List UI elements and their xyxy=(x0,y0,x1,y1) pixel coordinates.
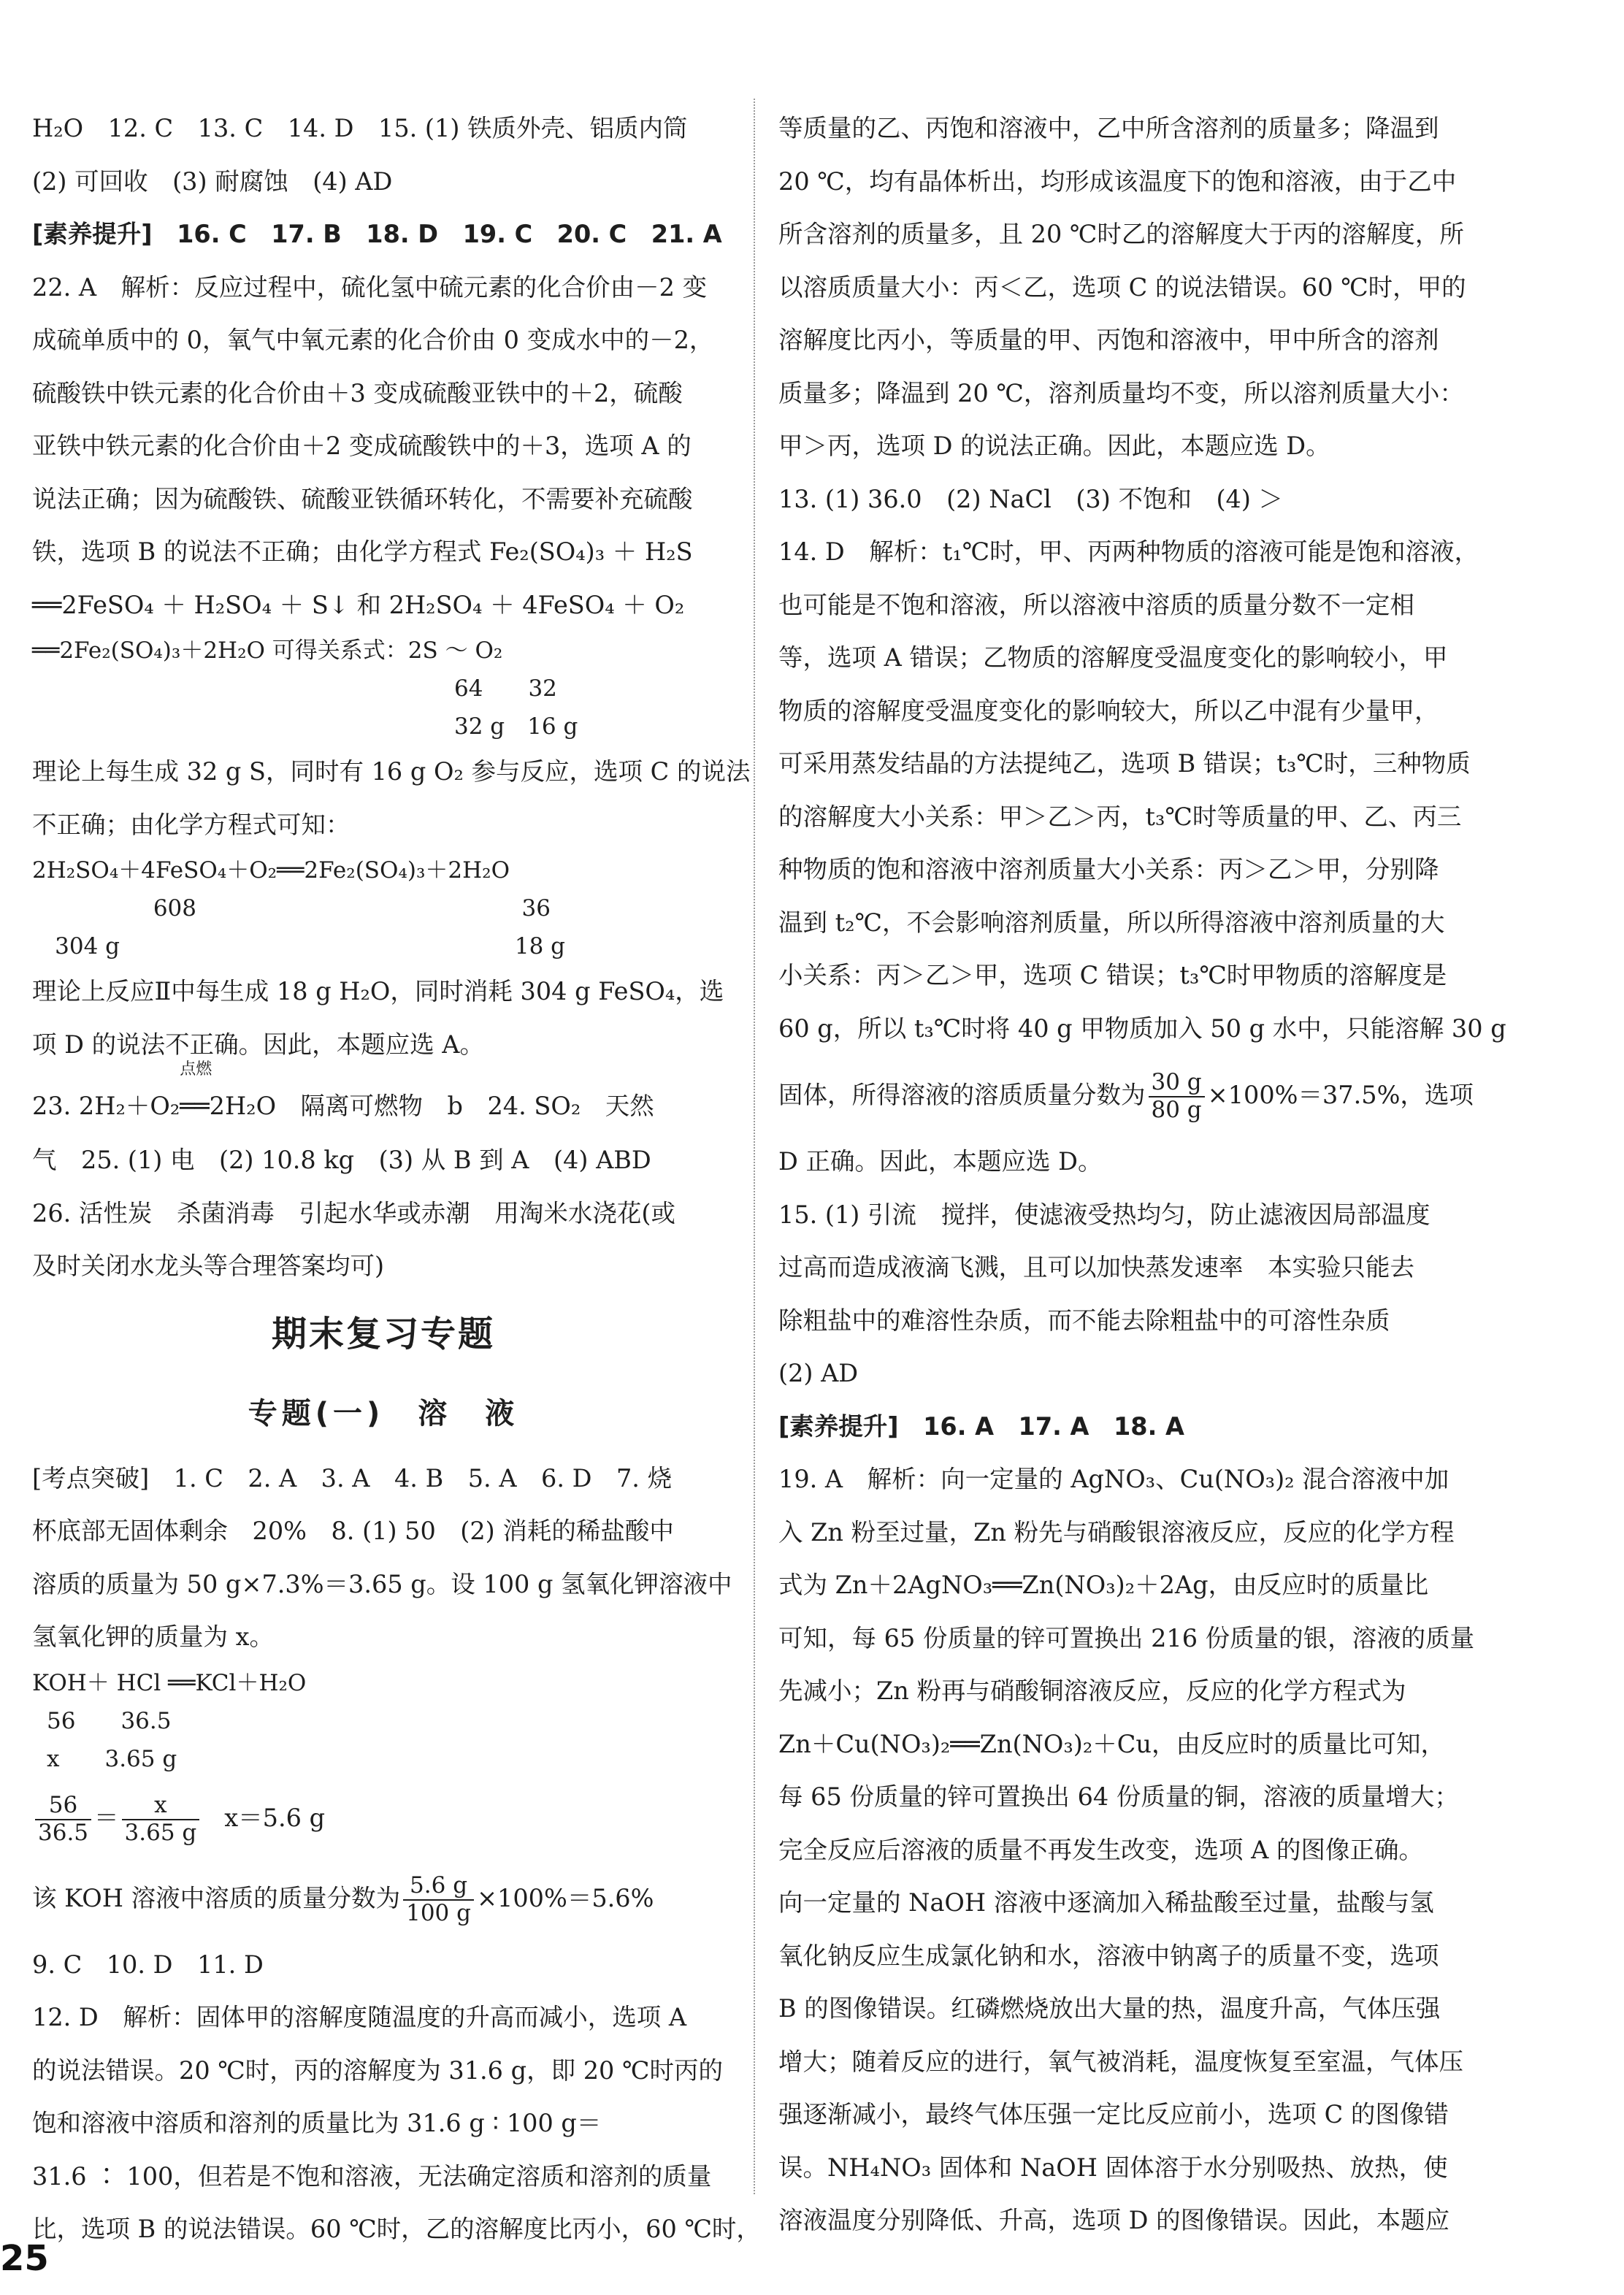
page-number: 25 xyxy=(0,2238,49,2279)
sub-title: 专题(一) 溶 液 xyxy=(248,1396,519,1430)
text-line: 质量多；降温到 20 ℃，溶剂质量均不变，所以溶剂质量大小： xyxy=(778,378,1464,407)
text-line: (2) 可回收 (3) 耐腐蚀 (4) AD xyxy=(32,166,393,196)
left-column xyxy=(32,102,761,2256)
q23-pre: 23. 2H₂＋O₂ xyxy=(32,1092,180,1120)
mass-value: 608 xyxy=(153,895,196,922)
text-line: 可采用蒸发结晶的方法提纯乙，选项 B 错误；t₃℃时，三种物质 xyxy=(778,749,1471,778)
text-line: 也可能是不饱和溶液，所以溶液中溶质的质量分数不一定相 xyxy=(778,590,1414,619)
relation-actual: 32 g 16 g xyxy=(454,713,578,740)
text-line: 19. A 解析：向一定量的 AgNO₃、Cu(NO₃)₂ 混合溶液中加 xyxy=(778,1465,1449,1493)
text-line: 甲＞丙，选项 D 的说法正确。因此，本题应选 D。 xyxy=(778,432,1330,460)
text-line: 增大；随着反应的进行，氧气被消耗，温度恢复至室温，气体压 xyxy=(778,2047,1463,2076)
text-line: 先减小；Zn 粉再与硝酸铜溶液反应，反应的化学方程式为 xyxy=(778,1677,1406,1705)
numerator: 5.6 g xyxy=(403,1873,474,1901)
equals-sign: ＝ xyxy=(94,1803,119,1832)
text-line: 的溶解度大小关系：甲＞乙＞丙，t₃℃时等质量的甲、乙、丙三 xyxy=(778,802,1462,831)
condition-label: 点燃 xyxy=(180,1060,212,1078)
text-line: 26. 活性炭 杀菌消毒 引起水华或赤潮 用淘米水浇花(或 xyxy=(32,1198,675,1227)
text-line: 12. D 解析：固体甲的溶解度随温度的升高而减小，选项 A xyxy=(32,2003,687,2031)
fraction xyxy=(35,1793,91,1846)
text-line: 氢氧化钾的质量为 x。 xyxy=(32,1622,275,1651)
mass-value: 36 xyxy=(521,895,551,922)
sf-post: ×100%＝37.5%，选项 xyxy=(1207,1081,1474,1109)
text-line: 物质的溶解度受温度变化的影响较大，所以乙中混有少量甲， xyxy=(778,696,1439,725)
text-line: [考点突破] 1. C 2. A 3. A 4. B 5. A 6. D 7. 烧 xyxy=(32,1463,673,1493)
mf-pre: 该 KOH 溶液中溶质的质量分数为 xyxy=(32,1883,401,1912)
denominator: 80 g xyxy=(1151,1097,1202,1123)
text-line: 气 25. (1) 电 (2) 10.8 kg (3) 从 B 到 A (4) ABD xyxy=(32,1146,651,1174)
right-column xyxy=(778,102,1506,2248)
mf-post: ×100%＝5.6% xyxy=(476,1883,654,1912)
text-line: B 的图像错误。红磷燃烧放出大量的热，温度升高，气体压强 xyxy=(778,1994,1441,2023)
text-line: 比，选项 B 的说法错误。60 ℃时，乙的溶解度比丙小，60 ℃时， xyxy=(32,2215,761,2243)
numerator: 56 xyxy=(35,1793,91,1820)
text-line: 强逐渐减小，最终气体压强一定比反应前小，选项 C 的图像错 xyxy=(778,2100,1449,2129)
equation-mass-row: 56 36.5 xyxy=(47,1707,172,1734)
text-line: 以溶质质量大小：丙＜乙，选项 C 的说法错误。60 ℃时，甲的 xyxy=(778,272,1466,302)
result: x＝5.6 g xyxy=(224,1803,326,1832)
text-line: 杯底部无固体剩余 20% 8. (1) 50 (2) 消耗的稀盐酸中 xyxy=(32,1517,674,1545)
equation-actual-row xyxy=(32,927,735,965)
equation-x-row: x 3.65 g xyxy=(47,1745,177,1772)
text-line: 理论上反应Ⅱ中每生成 18 g H₂O，同时消耗 304 g FeSO₄，选 xyxy=(32,977,724,1005)
text-line: ══2FeSO₄ ＋ H₂SO₄ ＋ S↓ 和 2H₂SO₄ ＋ 4FeSO₄ ＋ O₂ xyxy=(32,590,685,619)
denominator: 100 g xyxy=(406,1899,471,1926)
text-line: 可知，每 65 份质量的锌可置换出 216 份质量的银，溶液的质量 xyxy=(778,1623,1475,1652)
text-line: 种物质的饱和溶液中溶剂质量大小关系：丙＞乙＞甲，分别降 xyxy=(778,855,1439,884)
column-divider xyxy=(754,99,755,2194)
text-line: 硫酸铁中铁元素的化合价由＋3 变成硫酸亚铁中的＋2，硫酸 xyxy=(32,378,683,407)
actual-value: 304 g xyxy=(55,933,120,959)
text-line: ══2Fe₂(SO₄)₃＋2H₂O 可得关系式：2S ～ O₂ xyxy=(32,637,503,664)
condition-arrow xyxy=(180,1060,212,1134)
text-line: 说法正确；因为硫酸铁、硫酸亚铁循环转化，不需要补充硫酸 xyxy=(32,484,693,513)
denominator: 36.5 xyxy=(38,1819,89,1846)
text-line: 饱和溶液中溶质和溶剂的质量比为 31.6 g ∶ 100 g＝ xyxy=(32,2109,602,2137)
text-line: 13. (1) 36.0 (2) NaCl (3) 不饱和 (4) ＞ xyxy=(778,484,1284,513)
text-line: 溶液温度分别降低、升高，选项 D 的图像错误。因此，本题应 xyxy=(778,2206,1450,2234)
equation-mass-row xyxy=(32,889,735,927)
text-line: 误。NH₄NO₃ 固体和 NaOH 固体溶于水分别吸热、放热，使 xyxy=(778,2153,1448,2182)
text-line: H₂O 12. C 13. C 14. D 15. (1) 铁质外壳、铝质内筒 xyxy=(32,114,688,142)
fraction xyxy=(1149,1070,1205,1123)
text-line: 溶解度比丙小，等质量的甲、丙饱和溶液中，甲中所含的溶剂 xyxy=(778,326,1439,354)
text-line: 等，选项 A 错误；乙物质的溶解度受温度变化的影响较小，甲 xyxy=(778,643,1448,672)
text-line: 所含溶剂的质量多，且 20 ℃时乙的溶解度大于丙的溶解度，所 xyxy=(778,220,1464,248)
reaction-arrow: ══ xyxy=(180,1092,210,1120)
mass-fraction-line xyxy=(32,1858,735,1939)
text-line: D 正确。因此，本题应选 D。 xyxy=(778,1147,1103,1176)
answer-23 xyxy=(32,1060,735,1134)
actual-value: 18 g xyxy=(514,933,565,959)
section-title: 期末复习专题 xyxy=(271,1313,495,1355)
text-line: 向一定量的 NaOH 溶液中逐滴加入稀盐酸至过量，盐酸与氢 xyxy=(778,1888,1434,1917)
text-line: 亚铁中铁元素的化合价由＋2 变成硫酸铁中的＋3，选项 A 的 xyxy=(32,432,692,460)
text-line: 14. D 解析：t₁℃时，甲、丙两种物质的溶液可能是饱和溶液， xyxy=(778,537,1479,566)
text-line: 过高而造成液滴飞溅，且可以加快蒸发速率 本实验只能去 xyxy=(778,1253,1414,1281)
text-line: 不正确；由化学方程式可知： xyxy=(32,810,351,839)
equation: 2H₂SO₄＋4FeSO₄＋O₂══2Fe₂(SO₄)₃＋2H₂O xyxy=(32,857,510,884)
text-line: Zn＋Cu(NO₃)₂══Zn(NO₃)₂＋Cu，由反应时的质量比可知， xyxy=(778,1729,1446,1758)
text-line: 氧化钠反应生成氯化钠和水，溶液中钠离子的质量不变，选项 xyxy=(778,1941,1439,1970)
numerator: x xyxy=(122,1793,200,1820)
relation-mass: 64 32 xyxy=(454,675,557,702)
proportion xyxy=(32,1778,735,1858)
text-line: 22. A 解析：反应过程中，硫化氢中硫元素的化合价由－2 变 xyxy=(32,272,708,302)
text-line: 除粗盐中的难溶性杂质，而不能去除粗盐中的可溶性杂质 xyxy=(778,1306,1390,1335)
solute-fraction-line xyxy=(778,1055,1479,1135)
q23-post: 2H₂O 隔离可燃物 b 24. SO₂ 天然 xyxy=(209,1092,654,1120)
denominator: 3.65 g xyxy=(124,1819,197,1846)
text-line: 项 D 的说法不正确。因此，本题应选 A。 xyxy=(32,1030,484,1059)
text-line: 成硫单质中的 0，氧气中氧元素的化合价由 0 变成水中的－2， xyxy=(32,326,714,354)
numerator: 30 g xyxy=(1149,1070,1205,1097)
text-line: 温到 t₂℃，不会影响溶剂质量，所以所得溶液中溶剂质量的大 xyxy=(778,908,1445,937)
sf-pre: 固体，所得溶液的溶质质量分数为 xyxy=(778,1081,1146,1109)
text-line: 理论上每生成 32 g S，同时有 16 g O₂ 参与反应，选项 C 的说法 xyxy=(32,757,751,786)
text-line: 9. C 10. D 11. D xyxy=(32,1950,264,1979)
text-line: [素养提升] 16. A 17. A 18. A xyxy=(778,1411,1184,1441)
fraction xyxy=(403,1873,474,1926)
fraction xyxy=(122,1793,200,1846)
text-line: (2) AD xyxy=(778,1359,859,1387)
text-line: 铁，选项 B 的说法不正确；由化学方程式 Fe₂(SO₄)₃ ＋ H₂S xyxy=(32,537,693,566)
text-line: 小关系：丙＞乙＞甲，选项 C 错误；t₃℃时甲物质的溶解度是 xyxy=(778,961,1447,989)
equation: KOH＋ HCl ══KCl＋H₂O xyxy=(32,1669,307,1696)
text-line: 完全反应后溶液的质量不再发生改变，选项 A 的图像正确。 xyxy=(778,1835,1423,1864)
text-line: 15. (1) 引流 搅拌，使滤液受热均匀，防止滤液因局部温度 xyxy=(778,1200,1430,1229)
text-line: 20 ℃，均有晶体析出，均形成该温度下的饱和溶液，由于乙中 xyxy=(778,166,1457,196)
text-line: 31.6 ∶ 100，但若是不饱和溶液，无法确定溶质和溶剂的质量 xyxy=(32,2161,712,2191)
text-line: 入 Zn 粉至过量，Zn 粉先与硝酸银溶液反应，反应的化学方程 xyxy=(778,1517,1455,1547)
text-line: 及时关闭水龙头等合理答案均可) xyxy=(32,1252,385,1280)
text-line: 的说法错误。20 ℃时，丙的溶解度为 31.6 g，即 20 ℃时丙的 xyxy=(32,2055,723,2085)
text-line: 溶质的质量为 50 g×7.3%＝3.65 g。设 100 g 氢氧化钾溶液中 xyxy=(32,1569,732,1598)
text-line: 60 g，所以 t₃℃时将 40 g 甲物质加入 50 g 水中，只能溶解 30 g xyxy=(778,1014,1506,1043)
text-line: 式为 Zn＋2AgNO₃══Zn(NO₃)₂＋2Ag，由反应时的质量比 xyxy=(778,1571,1429,1599)
text-line: 等质量的乙、丙饱和溶液中，乙中所含溶剂的质量多；降温到 xyxy=(778,114,1439,142)
text-line: 每 65 份质量的锌可置换出 64 份质量的铜，溶液的质量增大； xyxy=(778,1782,1459,1811)
text-line: [素养提升] 16. C 17. B 18. D 19. C 20. C 21. A xyxy=(32,220,722,248)
